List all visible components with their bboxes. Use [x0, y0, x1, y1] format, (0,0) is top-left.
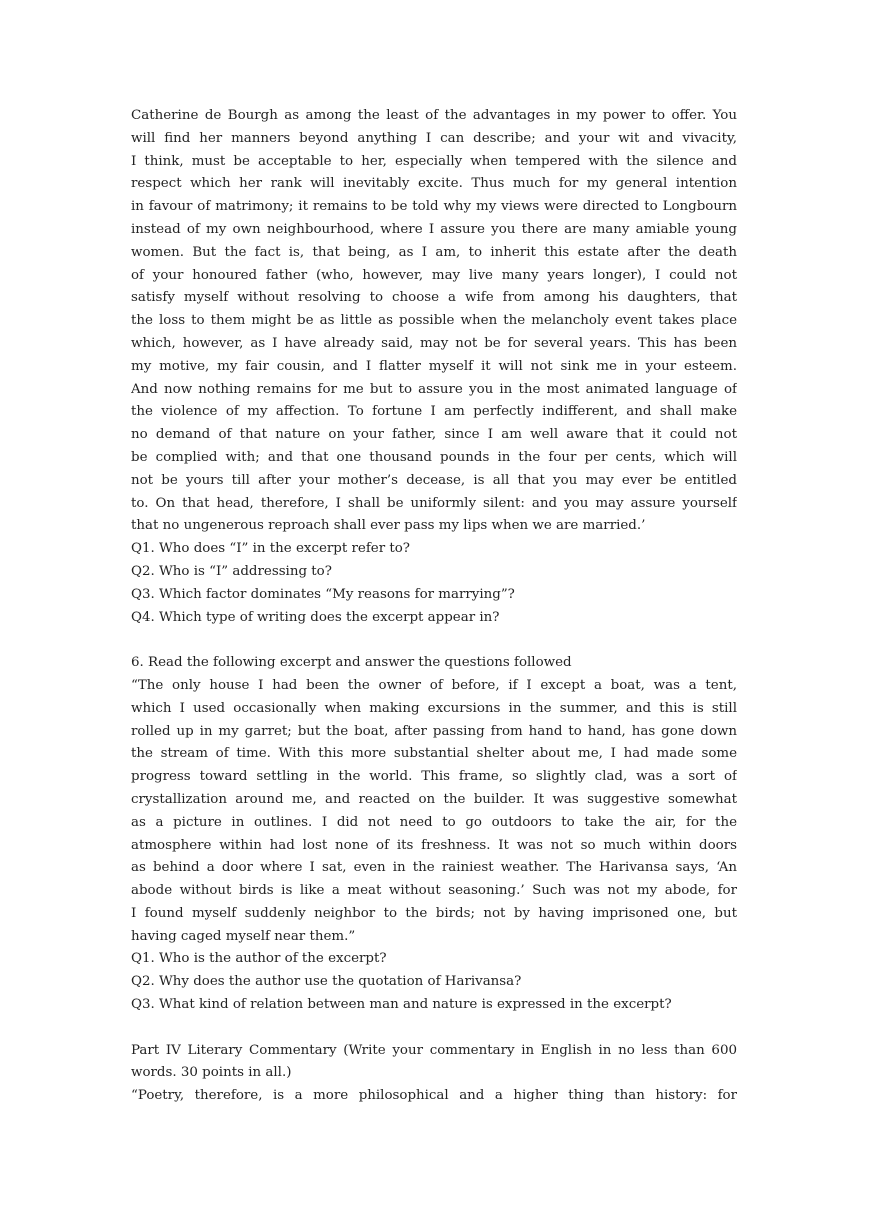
question-item: Q1. Who is the author of the excerpt?: [131, 951, 387, 967]
text-line: abode without birds is like a meat without seasoning.’ Such was not my abode, for: [131, 883, 737, 899]
text-line: atmosphere within had lost none of its freshness. It was not so much within doors: [131, 837, 737, 853]
excerpt-6-paragraph: [131, 675, 737, 949]
text-line: no demand of that nature on your father, since I am well aware that it could not: [131, 427, 737, 443]
excerpt-5-paragraph: [131, 105, 737, 538]
text-line: as behind a door where I sat, even in the rainiest weather. The Harivansa says, ‘An: [131, 860, 737, 876]
question-item: Q3. Which factor dominates “My reasons for marrying”?: [131, 586, 515, 602]
text-line: crystallization around me, and reacted on the builder. It was suggestive somewhat: [131, 791, 737, 807]
text-line: which I used occasionally when making excursions in the summer, and this is still: [131, 700, 737, 716]
text-line: And now nothing remains for me but to assure you in the most animated language of: [131, 381, 737, 397]
text-line: rolled up in my garret; but the boat, after passing from hand to hand, has gone down: [131, 723, 737, 739]
text-line: “The only house I had been the owner of before, if I except a boat, was a tent,: [131, 677, 737, 693]
document-body: [131, 105, 737, 1108]
text-line: of your honoured father (who, however, may live many years longer), I could not: [131, 267, 737, 283]
text-line: the loss to them might be as little as possible when the melancholy event takes place: [131, 313, 737, 329]
text-line: be complied with; and that one thousand pounds in the four per cents, which will: [131, 449, 737, 465]
item-6-heading: 6. Read the following excerpt and answer the questions followed: [131, 655, 572, 671]
question-item: Q2. Who is “I” addressing to?: [131, 563, 332, 579]
text-line: having caged myself near them.”: [131, 928, 356, 944]
text-line: instead of my own neighbourhood, where I assure you there are many amiable young: [131, 221, 737, 237]
text-line: that no ungenerous reproach shall ever pass my lips when we are married.’: [131, 518, 646, 534]
text-line: my motive, my fair cousin, and I flatter myself it will not sink me in your esteem.: [131, 358, 737, 374]
text-line: the violence of my affection. To fortune I am perfectly indifferent, and shall make: [131, 404, 737, 420]
text-line: progress toward settling in the world. This frame, so slightly clad, was a sort of: [131, 769, 737, 785]
text-line: Catherine de Bourgh as among the least of the advantages in my power to offer. You: [131, 108, 737, 123]
text-line: in favour of matrimony; it remains to be told why my views were directed to Longbourn: [131, 199, 737, 215]
spacer: [131, 1017, 737, 1040]
text-line: women. But the fact is, that being, as I am, to inherit this estate after the death: [131, 244, 737, 260]
part-4-section: [131, 1040, 737, 1108]
text-line: “Poetry, therefore, is a more philosophical and a higher thing than history: for: [131, 1088, 737, 1104]
question-item: Q4. Which type of writing does the excerpt appear in?: [131, 609, 500, 625]
text-line: not be yours till after your mother’s decease, is all that you may ever be entitled: [131, 472, 737, 488]
question-item: Q1. Who does “I” in the excerpt refer to?: [131, 541, 410, 557]
text-line: respect which her rank will inevitably excite. Thus much for my general intention: [131, 176, 737, 192]
text-line: satisfy myself without resolving to choose a wife from among his daughters, that: [131, 290, 737, 306]
question-item: Q3. What kind of relation between man and nature is expressed in the excerpt?: [131, 997, 672, 1013]
part-4-heading: Part IV Literary Commentary (Write your commentary in English in no less than 600: [131, 1042, 737, 1058]
text-line: to. On that head, therefore, I shall be uniformly silent: and you may assure yourself: [131, 495, 737, 511]
text-line: the stream of time. With this more substantial shelter about me, I had made some: [131, 746, 737, 762]
text-line: which, however, as I have already said, may not be for several years. This has been: [131, 335, 737, 351]
text-line: as a picture in outlines. I did not need to go outdoors to take the air, for the: [131, 814, 737, 830]
excerpt-6-questions: [131, 948, 737, 1016]
text-line: will find her manners beyond anything I can describe; and your wit and vivacity,: [131, 130, 737, 146]
text-line: I think, must be acceptable to her, especially when tempered with the silence and: [131, 153, 737, 169]
excerpt-5-questions: [131, 538, 737, 629]
question-item: Q2. Why does the author use the quotation of Harivansa?: [131, 974, 522, 990]
text-line: I found myself suddenly neighbor to the birds; not by having imprisoned one, but: [131, 905, 737, 921]
part-4-heading-cont: words. 30 points in all.): [131, 1065, 292, 1081]
spacer: [131, 629, 737, 652]
